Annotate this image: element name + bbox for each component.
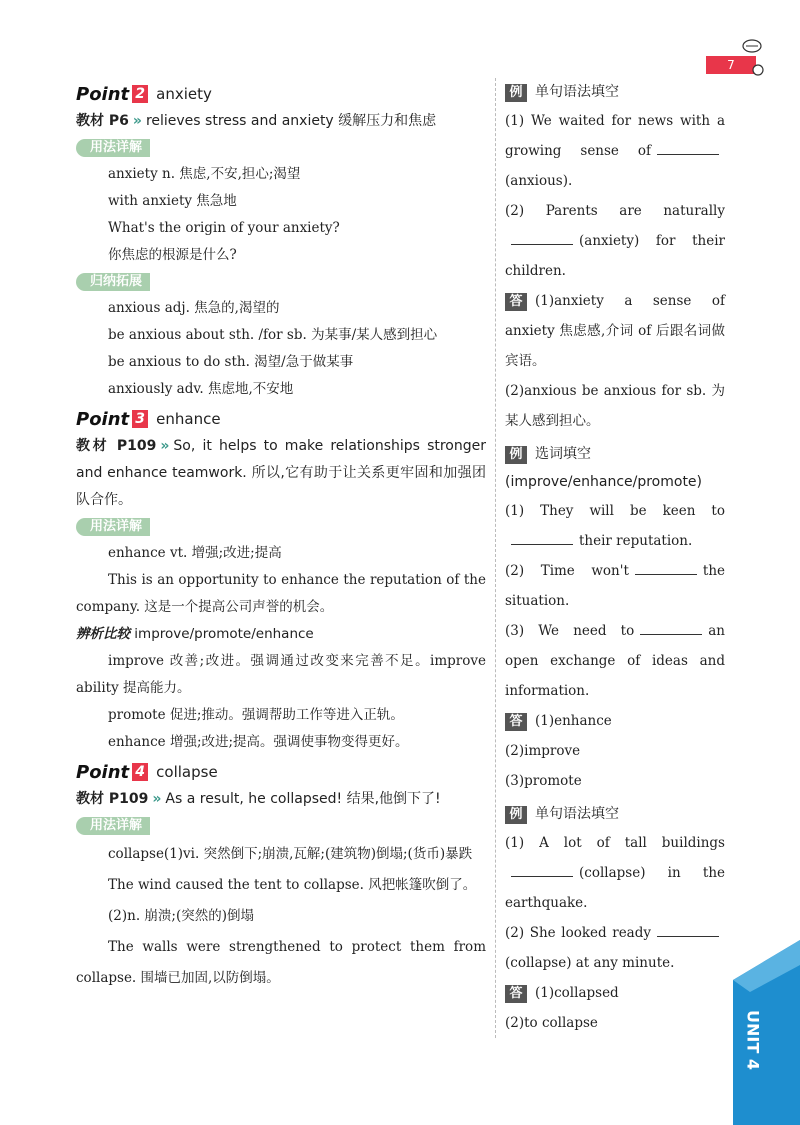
column-divider xyxy=(495,78,496,1038)
textbook-source: 教材 P109 » As a result, he collapsed! 结果,他倒下了! xyxy=(76,791,441,807)
chevron-icon: » xyxy=(160,438,170,454)
answer: 答 (1)enhance xyxy=(505,706,725,736)
mascot-icon xyxy=(740,38,770,82)
answer: (2)anxious be anxious for sb. 为某人感到担心。 xyxy=(505,383,725,429)
right-column xyxy=(505,78,725,1038)
page-number-badge: 7 xyxy=(706,56,756,74)
answer: (3)promote xyxy=(505,773,582,789)
answer-blank[interactable] xyxy=(511,864,573,877)
answer: 答 (1)anxiety a sense of anxiety 焦虑感,介词 of 后跟名词做宾语。 xyxy=(505,293,725,369)
question: (1) They will be keen totheir reputation. xyxy=(505,503,725,549)
textbook-source: 教材 P109 » So, it helps to make relationships stronger and enhance teamwork. 所以,它有助于让关系更牢固和加强团队合作。 xyxy=(76,438,486,508)
question: (2) Time won't the situation. xyxy=(505,563,725,609)
chevron-icon: » xyxy=(152,791,162,807)
exercise-1-heading: 例 单句语法填空 xyxy=(505,78,725,106)
answer-blank[interactable] xyxy=(657,142,719,155)
exercise-2-heading: 例 选词填空(improve/enhance/promote) xyxy=(505,446,703,490)
point-2-heading: Point 2 anxiety xyxy=(76,83,212,105)
question: (1) A lot of tall buildings(collapse) in the earthquake. xyxy=(505,835,725,911)
answer-badge: 答 xyxy=(505,293,527,311)
textbook-source: 教材 P6 » relieves stress and anxiety 缓解压力和焦虑 xyxy=(76,113,437,129)
answer: 答 (1)collapsed xyxy=(505,978,725,1008)
summary-tag: 归纳拓展 xyxy=(76,273,150,291)
question: (3) We need to an open exchange of ideas and information. xyxy=(505,623,725,699)
answer-blank[interactable] xyxy=(640,622,702,635)
usage-tag: 用法详解 xyxy=(76,518,150,536)
usage-tag: 用法详解 xyxy=(76,139,150,157)
answer-badge: 答 xyxy=(505,985,527,1003)
answer: (2)to collapse xyxy=(505,1015,598,1031)
answer: (2)improve xyxy=(505,743,581,759)
unit-label: UNIT 4 xyxy=(743,1010,763,1070)
point-4-heading: Point 4 collapse xyxy=(76,761,218,783)
answer-badge: 答 xyxy=(505,713,527,731)
compare-heading: 辨析比较 improve/promote/enhance xyxy=(76,626,314,642)
headword: anxiety xyxy=(156,85,212,103)
headword: enhance xyxy=(156,410,221,428)
headword: collapse xyxy=(156,763,218,781)
exercise-3-heading: 例 单句语法填空 xyxy=(505,800,725,828)
point-3-heading: Point 3 enhance xyxy=(76,408,221,430)
question: (2) Parents are naturally(anxiety) for their children. xyxy=(505,203,725,279)
answer-blank[interactable] xyxy=(657,924,719,937)
question: (1) We waited for news with a growing sense of(anxious). xyxy=(505,113,725,189)
example-badge: 例 xyxy=(505,806,527,824)
answer-blank[interactable] xyxy=(635,562,697,575)
answer-blank[interactable] xyxy=(511,532,573,545)
answer-blank[interactable] xyxy=(511,232,573,245)
chevron-icon: » xyxy=(132,113,142,129)
usage-tag: 用法详解 xyxy=(76,817,150,835)
left-column: Point 2 anxiety 教材 P6 » relieves stress and anxiety 缓解压力和焦虑 用法详解 anxiety n. 焦虑,不安,担心;渴望 with anxiety 焦急地 What's the origin of your anxiety? 你焦虑的根源是什么? 归纳拓展 anxious adj. 焦急的,渴望的 be anxious about sth. /for sb. 为某事/某人感到担心 be anxious to do sth. 渴望/急于做某事 anxiously adv. 焦虑地,不安地 Point 3 enhance 教材 P109 » So, it helps to make relationships stronger and enhance teamwork. 所以,它有助于让关系更牢固和加强团队合作。 用法详解 enhance vt. 增强;改进;提高 This is an opportunity to enhance the reputation of the company. 这是一个提高公司声誉的机会。 辨析比较 improve/promote/enhance improve 改善;改进。强调通过改变来完善不足。improve ability 提高能力。 promote 促进;推动。强调帮助工作等进入正轨。 enhance 增强;改进;提高。强调使事物变得更好。 Point 4 collapse 教材 P109 » As a result, he collapsed! 结果,他倒下了! 用法详解 collapse(1)vi. 突然倒下;崩溃,瓦解;(建筑物)倒塌;(货币)暴跌 The wind caused the tent to collapse. 风把帐篷吹倒了。 (2)n. 崩溃;(突然的)倒塌 The walls were strengthened to protect them from collapse. 围墙已加固,以防倒塌。 xyxy=(76,78,486,994)
example-badge: 例 xyxy=(505,84,527,102)
example-badge: 例 xyxy=(505,446,527,464)
question: (2) She looked ready(collapse) at any minute. xyxy=(505,918,725,978)
